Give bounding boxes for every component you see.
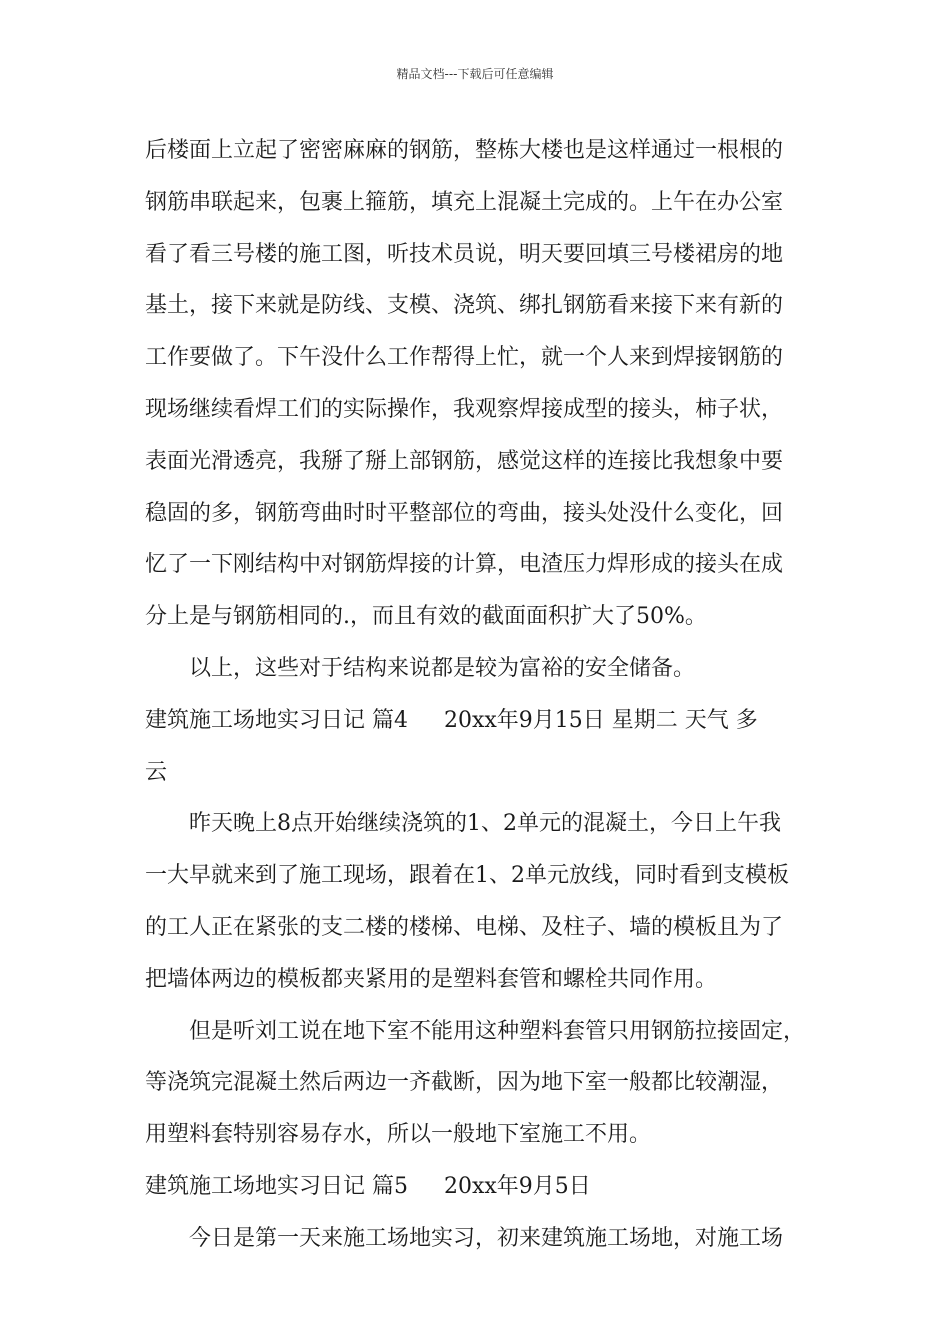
text-line: 但是听刘工说在地下室不能用这种塑料套管只用钢筋拉接固定，: [189, 1018, 806, 1044]
text-line: 分上是与钢筋相同的.，而且有效的截面面积扩大了50%。: [145, 604, 707, 630]
text-line: 稳固的多，钢筋弯曲时时平整部位的弯曲，接头处没什么变化，回: [145, 500, 784, 526]
section-date: 20xx年9月15日 星期二 天气 多: [444, 707, 758, 733]
text-line: 后楼面上立起了密密麻麻的钢筋，整栋大楼也是这样通过一根根的: [145, 138, 784, 163]
text-line: 现场继续看焊工们的实际操作，我观察焊接成型的接头，柿子状，: [145, 396, 784, 422]
text-line: 一大早就来到了施工现场，跟着在1、2单元放线，同时看到支模板: [145, 863, 789, 889]
section-title: 建筑施工场地实习日记 篇5: [145, 1173, 408, 1199]
text-line: 工作要做了。下午没什么工作帮得上忙，就一个人来到焊接钢筋的: [145, 345, 784, 371]
text-line: 的工人正在紧张的支二楼的楼梯、电梯、及柱子、墙的模板且为了: [145, 914, 784, 940]
text-line: 忆了一下刚结构中对钢筋焊接的计算，电渣压力焊形成的接头在成: [145, 552, 784, 578]
heading-line-continuation: 云: [145, 759, 168, 785]
text-line: 表面光滑透亮，我掰了掰上部钢筋，感觉这样的连接比我想象中要: [145, 448, 784, 474]
document-body: [145, 129, 810, 1269]
section-title: 建筑施工场地实习日记 篇4: [145, 707, 408, 733]
text-line: 基土，接下来就是防线、支模、浇筑、绑扎钢筋看来接下来有新的: [145, 293, 784, 319]
paragraph: [145, 802, 810, 1009]
paragraph: [145, 647, 810, 699]
paragraph: [145, 129, 810, 647]
text-line: 以上，这些对于结构来说都是较为富裕的安全储备。: [189, 655, 696, 681]
text-line: 把墙体两边的模板都夹紧用的是塑料套管和螺栓共同作用。: [145, 966, 718, 992]
paragraph: [145, 1010, 810, 1165]
section-heading-5: [145, 1165, 810, 1217]
text-line: 等浇筑完混凝土然后两边一齐截断，因为地下室一般都比较潮湿，: [145, 1070, 784, 1096]
section-heading-4: [145, 699, 810, 803]
heading-line: [145, 1165, 810, 1217]
heading-line: [145, 699, 810, 751]
text-line: 钢筋串联起来，包裹上箍筋，填充上混凝土完成的。上午在办公室: [145, 189, 784, 215]
text-line: 昨天晚上8点开始继续浇筑的1、2单元的混凝土，今日上午我: [189, 811, 781, 837]
page-header-watermark: 精品文档---下载后可任意编辑: [396, 67, 554, 81]
section-date: 20xx年9月5日: [444, 1173, 591, 1199]
text-line: 用塑料套特别容易存水，所以一般地下室施工不用。: [145, 1122, 652, 1148]
text-line: 看了看三号楼的施工图，听技术员说，明天要回填三号楼裙房的地: [145, 241, 784, 267]
text-line: 今日是第一天来施工场地实习，初来建筑施工场地，对施工场: [189, 1225, 784, 1251]
paragraph: [145, 1217, 810, 1269]
